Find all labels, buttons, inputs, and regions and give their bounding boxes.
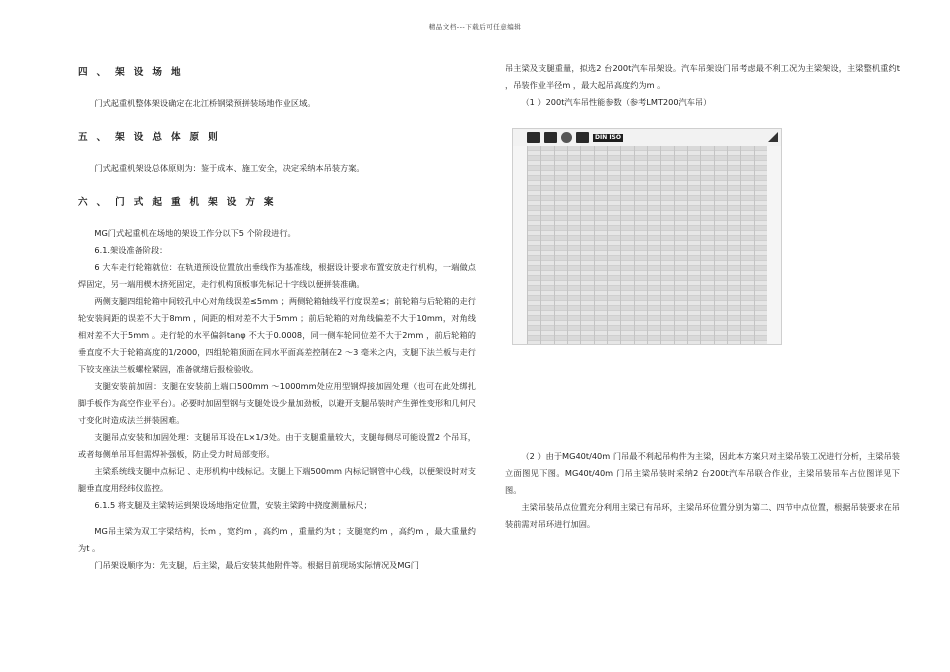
- paragraph: 6.1.5 将支腿及主梁转运到架设场地指定位置，安装主梁跨中挠度测量标尺；: [94, 500, 372, 510]
- boom-icon: [767, 131, 779, 143]
- paragraph: 6 大车走行轮箱就位：在轨道预设位置放出垂线作为基准线，根据设计要求布置安放走行机构，一端做点焊固定，另一端用楔木挤死固定，走行机构顶板事先标记十字线以便拼装准确。: [78, 262, 476, 289]
- radius-column: [513, 146, 527, 344]
- right-column-lower: [505, 448, 900, 533]
- page-header: 精品文档---下载后可任意编辑: [428, 23, 522, 31]
- paragraph: 主梁系统线支腿中点标记 、走形机构中线标记。支腿上下端500mm 内标记钢管中心线，以便架设时对支腿垂直度用经纬仪监控。: [78, 466, 476, 493]
- paragraph: 支腿吊点安装和加固处理：支腿吊耳设在L×1/3处。由于支腿重量较大，支腿每侧尽可能设置2 个吊耳，或者每侧单吊耳但需焊补强板，防止受力时局部变形。: [78, 432, 476, 459]
- paragraph: MG吊主梁为双工字梁结构，长m ，宽约m ，高约m ，重量约为t ；支腿宽约m ，高约m ，最大重量约为t 。: [78, 526, 476, 553]
- paragraph: （1 ）200t汽车吊性能参数（参考LMT200汽车吊）: [521, 97, 712, 107]
- paragraph: MG门式起重机在场地的架设工作分以下5 个阶段进行。: [94, 228, 296, 238]
- din-iso-label: DIN ISO: [595, 133, 621, 141]
- table-header-icons: [513, 129, 781, 146]
- paragraph: （2 ）由于MG40t/40m 门吊最不利起吊构件为主梁，因此本方案只对主梁吊装工况进行分析，主梁吊装立面图见下图。MG40t/40m 门吊主梁吊装时采纳2 台200t汽车吊联合作业，主梁吊装吊车占位图详见下图。: [505, 451, 900, 495]
- paragraph: 支腿安装前加固：支腿在安装前上端口500mm ～1000mm处应用型钢焊接加固处理（也可在此处绑扎脚手板作为高空作业平台）。必要时加固型钢与支腿处设少量加劲板，以避开支腿吊装时产生弹性变形和几何尺寸变化时造成法兰拼装困难。: [78, 381, 476, 425]
- radius-column-right: [767, 146, 781, 344]
- paragraph: 主梁吊装吊点位置充分利用主梁已有吊环，主梁吊环位置分别为第二、四节中点位置，根据吊装要求在吊装前需对吊环进行加固。: [505, 502, 900, 529]
- paragraph: 6.1.架设准备阶段：: [94, 245, 168, 255]
- crane-icon: [527, 132, 540, 143]
- paragraph: 门式起重机架设总体原则为：鉴于成本、施工安全，决定采纳本吊装方案。: [94, 163, 365, 173]
- outrigger-icon: [576, 132, 589, 143]
- counterweight-icon: [544, 132, 557, 143]
- paragraph: 吊主梁及支腿重量，拟选2 台200t汽车吊架设。汽车吊架设门吊考虑最不利工况为主梁架设，主梁整机重约t ，吊装作业半径m ，最大起吊高度约为m 。: [505, 63, 900, 90]
- section-5-title: 五、架设总体原则: [78, 132, 227, 143]
- section-6-title: 六、门式起重机架设方案: [78, 197, 283, 208]
- left-column: [78, 60, 476, 574]
- table-columns: [527, 146, 767, 344]
- rotation-icon: [561, 132, 572, 143]
- section-4-title: 四、架设场地: [78, 67, 190, 78]
- paragraph: 两侧支腿四组轮箱中间较孔中心对角线误差≤5mm ；两侧轮箱轴线平行度误差≤；前轮箱与后轮箱的走行轮安装间距的误差不大于8mm ，间距的相对差不大于5mm ；前后轮箱的对角线偏差不大于10mm，对角线相对差不大于5mm 。走行轮的水平偏斜tanφ 不大于0.0008，同一侧车轮同位差不大于2mm ，前后轮箱的垂直度不大于轮箱高度的1/2000，四组轮箱顶面在同水平面高差控制在2 ～3 毫米之内，支腿下法兰板与走行下铰支座法兰板螺栓紧固，准备就绪后报检验收。: [78, 296, 476, 374]
- right-column: [505, 60, 900, 111]
- paragraph: 门吊架设顺序为：先支腿，后主梁，最后安装其他附件等。根据目前现场实际情况及MG门: [94, 560, 419, 570]
- paragraph: 门式起重机整体架设确定在北江桥钢梁预拼装场地作业区域。: [94, 98, 316, 108]
- crane-performance-table-image: [512, 128, 782, 345]
